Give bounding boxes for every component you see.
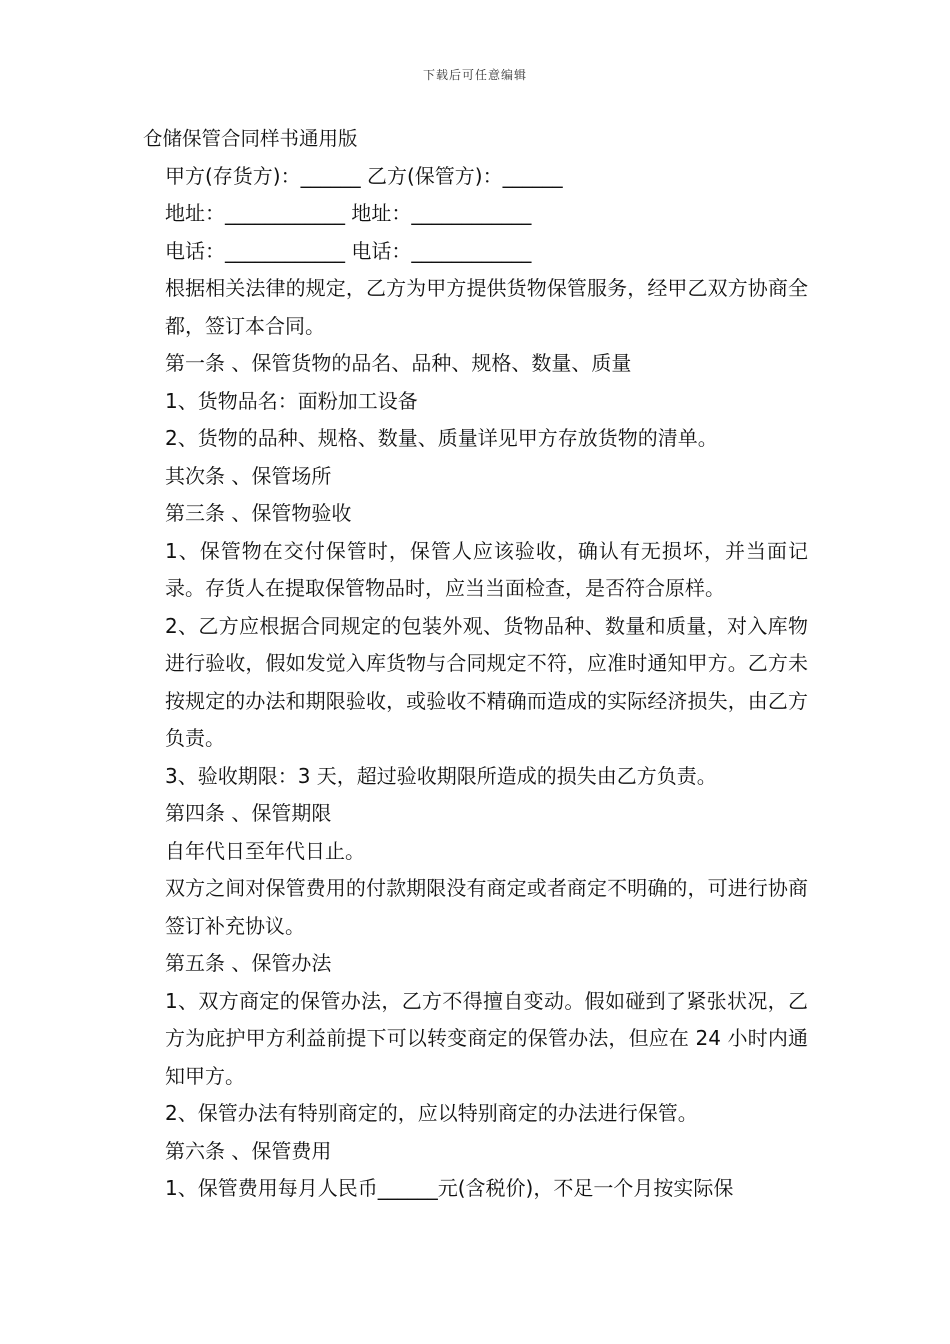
article-1-item-2: 2、货物的品种、规格、数量、质量详见甲方存放货物的清单。 [165, 426, 718, 450]
document-body [143, 120, 808, 1208]
article-6-item-1: 1、保管费用每月人民币______元(含税价)，不足一个月按实际保 [165, 1176, 734, 1200]
intro-paragraph: 根据相关法律的规定，乙方为甲方提供货物保管服务，经甲乙双方协商全都，签订本合同。 [165, 276, 808, 338]
article-4-note: 双方之间对保管费用的付款期限没有商定或者商定不明确的，可进行协商签订补充协议。 [165, 876, 808, 938]
article-1-item-1: 1、货物品名：面粉加工设备 [165, 388, 418, 413]
article-1-title: 第一条 、保管货物的品名、品种、规格、数量、质量 [165, 351, 632, 375]
article-5-title: 第五条 、保管办法 [165, 951, 332, 975]
document-title: 仓储保管合同样书通用版 [143, 127, 358, 150]
article-5-item-1: 1、双方商定的保管办法，乙方不得擅自变动。假如碰到了紧张状况，乙方为庇护甲方利益前提下可以转变商定的保管办法，但应在 24 小时内通知甲方。 [165, 988, 808, 1088]
article-3-item-1: 1、保管物在交付保管时，保管人应该验收，确认有无损坏，并当面记录。存货人在提取保管物品时，应当当面检查，是否符合原样。 [165, 538, 808, 600]
article-4-title: 第四条 、保管期限 [165, 801, 332, 825]
article-6-title: 第六条 、保管费用 [165, 1138, 332, 1163]
address-line: 地址：____________ 地址：____________ [165, 201, 532, 225]
article-4-period: 自年代日至年代日止。 [165, 838, 365, 863]
phone-line: 电话：____________ 电话：____________ [165, 238, 532, 263]
article-3-item-2: 2、乙方应根据合同规定的包装外观、货物品种、数量和质量，对入库物进行验收，假如发觉入库货物与合同规定不符，应准时通知甲方。乙方未按规定的办法和期限验收，或验收不精确而造成的实际经济损失，由乙方负责。 [165, 613, 808, 750]
parties-line: 甲方(存货方)：______ 乙方(保管方)：______ [165, 163, 563, 188]
article-3-title: 第三条 、保管物验收 [165, 501, 352, 525]
header-note: 下载后可任意编辑 [422, 68, 527, 82]
article-5-item-2: 2、保管办法有特别商定的，应以特别商定的办法进行保管。 [165, 1101, 698, 1125]
article-2-title: 其次条 、保管场所 [165, 463, 332, 488]
article-3-item-3: 3、验收期限：3 天，超过验收期限所造成的损失由乙方负责。 [165, 763, 717, 788]
